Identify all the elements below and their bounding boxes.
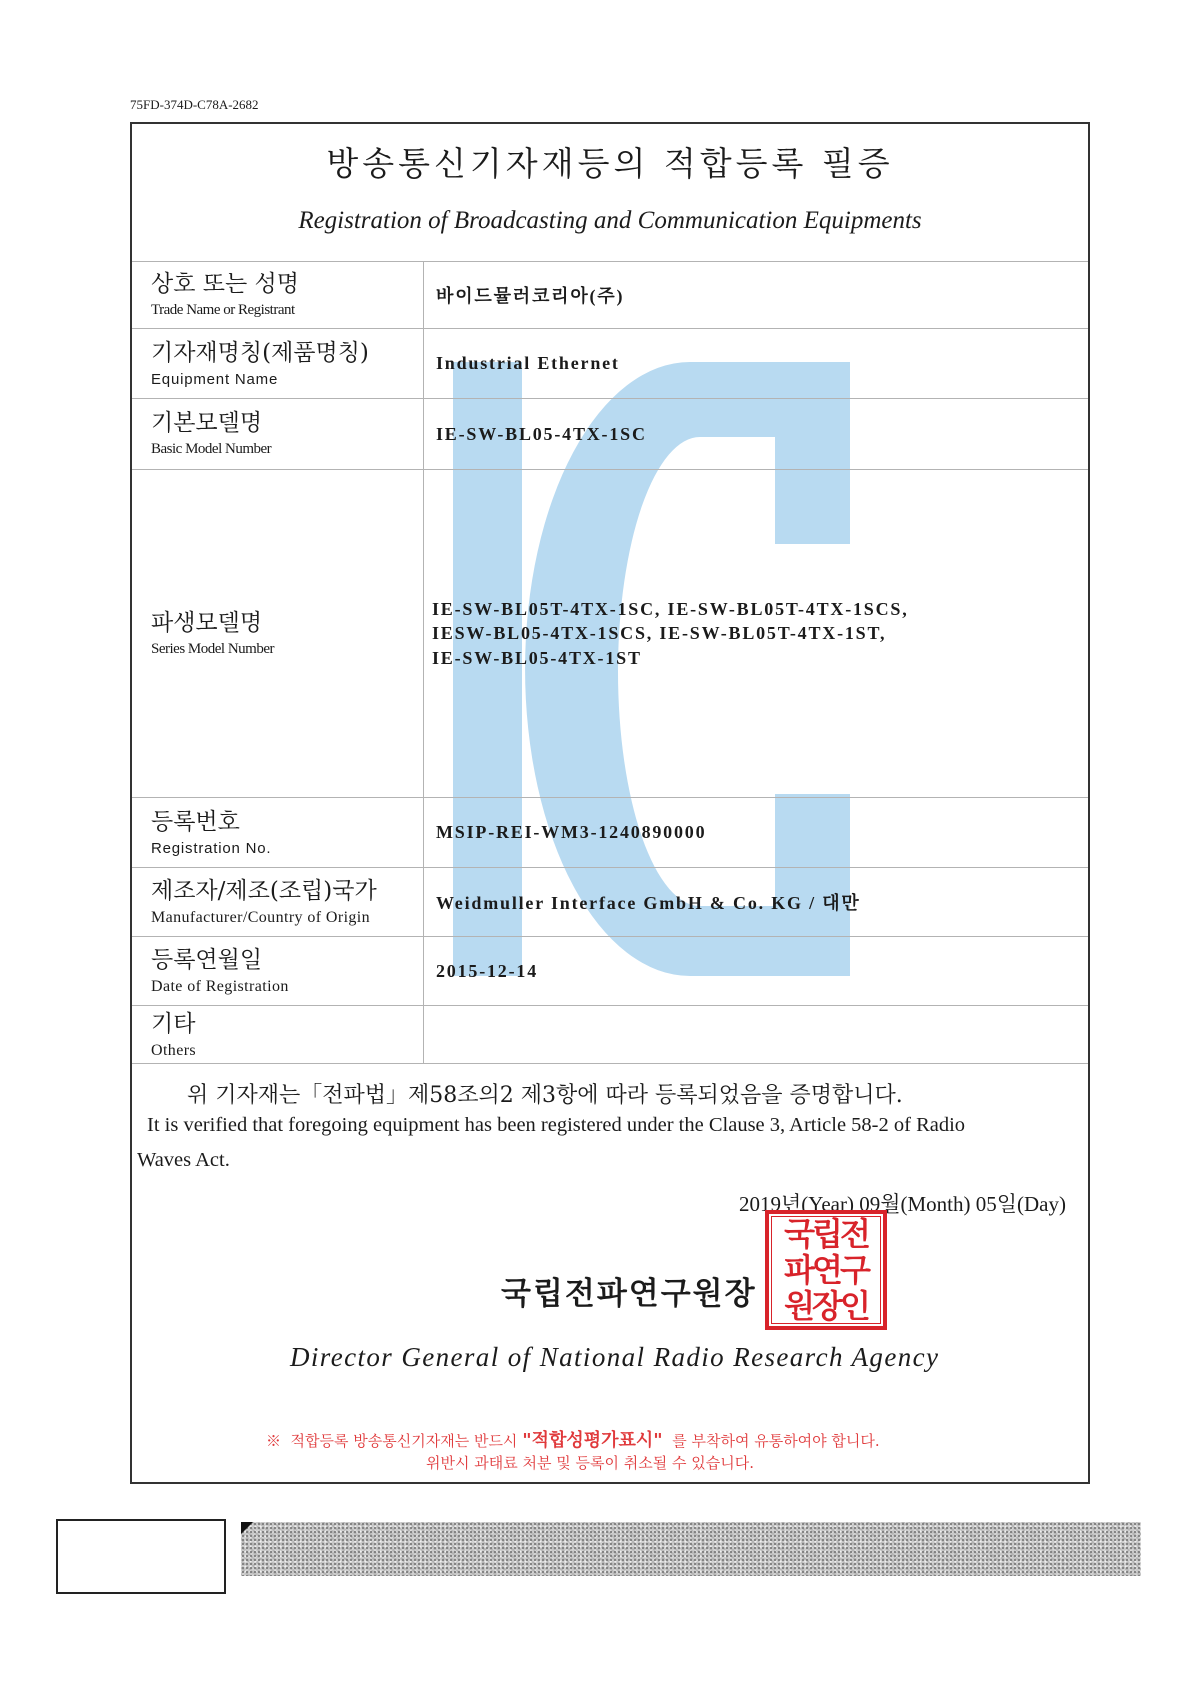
equipment-name-value: Industrial Ethernet [436,353,620,373]
manufacturer-value: Weidmuller Interface GmbH & Co. KG / 대만 [436,893,861,913]
seal-line: 국립전 [784,1215,868,1253]
label-korean: 기타 [151,1010,196,1037]
blank-box [56,1519,226,1594]
label-korean: 등록연월일 [151,947,263,973]
seal-line: 원장인 [784,1287,868,1325]
security-pattern-strip [241,1522,1141,1576]
notice-emphasis: "적합성평가표시" [522,1430,663,1451]
label-english: Equipment Name [151,370,279,388]
registration-date-value: 2015-12-14 [436,960,538,981]
label-cell [132,937,424,1005]
label-korean: 기본모델명 [151,410,263,436]
label-cell [132,1006,424,1063]
label-korean: 등록번호 [151,808,240,835]
label-english: Date of Registration [151,978,289,995]
table-row-basic-model [132,398,1088,469]
label-cell [132,399,424,469]
label-cell [132,470,424,797]
series-model-values [424,470,1088,797]
label-korean: 제조자/제조(조립)국가 [151,878,377,904]
table-row-trade-name [132,261,1088,328]
series-model-line: IESW-BL05-4TX-1SCS, IE-SW-BL05T-4TX-1ST, [432,623,887,644]
basic-model-value: IE-SW-BL05-4TX-1SC [436,423,647,444]
issuer-english: Director General of National Radio Research Agency [290,1342,940,1372]
registration-table [132,261,1088,1064]
label-english: Others [151,1041,197,1059]
table-row-manufacturer [132,867,1088,936]
table-row-series-model [132,469,1088,797]
seal-line: 파연구 [784,1251,868,1289]
statement-english-line1: It is verified that foregoing equipment has been registered under the Clause 3, Article 58-2 of Radio [147,1114,966,1136]
series-model-line: IE-SW-BL05T-4TX-1SC, IE-SW-BL05T-4TX-1SCS, [432,598,909,619]
document-id: 75FD-374D-C78A-2682 [130,97,259,112]
label-korean: 파생모델명 [151,609,263,636]
label-cell [132,329,424,398]
issuer-korean: 국립전파연구원장 [501,1276,757,1312]
registration-no-value: MSIP-REI-WM3-1240890000 [436,822,707,842]
notice-line1-end: 를 부착하여 유통하여야 합니다. [662,1432,880,1450]
others-value-empty [424,1006,1088,1063]
statement-korean: 위 기자재는「전파법」제58조의2 제3항에 따라 등록되었음을 증명합니다. [187,1083,903,1108]
page-title-korean: 방송통신기자재등의 적합등록 필증 [326,144,894,183]
page-title-english: Registration of Broadcasting and Communication Equipments [298,207,922,234]
label-english: Manufacturer/Country of Origin [151,909,371,926]
label-korean: 상호 또는 성명 [151,271,299,297]
table-row-registration-date [132,936,1088,1005]
table-row-others [132,1005,1088,1063]
corner-mark [241,1522,253,1534]
issue-date: 2019년(Year) 09월(Month) 05일(Day) [738,1192,1066,1216]
notice-line1-start: ※ 적합등록 방송통신기자재는 반드시 [266,1432,523,1450]
trade-name-value: 바이드뮬러코리아(주) [436,286,625,306]
label-english: Basic Model Number [151,441,272,457]
label-english: Registration No. [151,839,272,857]
label-korean: 기자재명칭(제품명칭) [151,339,369,366]
official-seal-stamp [765,1210,887,1330]
notice-line1 [266,1426,880,1452]
table-row-registration-no [132,797,1088,867]
label-cell [132,868,424,936]
table-row-equipment-name [132,328,1088,398]
label-english: Series Model Number [151,640,274,657]
label-cell [132,798,424,867]
notice-line2: 위반시 과태료 처분 및 등록이 취소될 수 있습니다. [426,1454,754,1472]
label-english: Trade Name or Registrant [151,302,295,318]
series-model-line: IE-SW-BL05-4TX-1ST [432,647,642,668]
statement-english-line2: Waves Act. [137,1149,230,1171]
label-cell [132,262,424,328]
